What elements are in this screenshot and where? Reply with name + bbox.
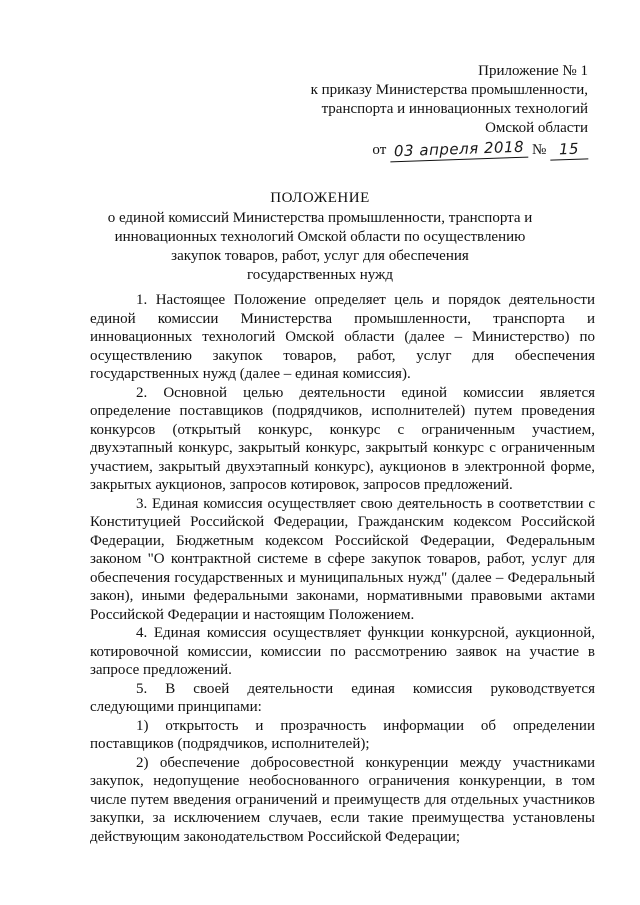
paragraph-2: 2. Основной целью деятельности единой комиссии является определение поставщиков (подрядчиков, исполнителей) путем проведения конкурсов (открытый конкурс, конкурс с ограниченным участием, двухэтапный конкурс, закрытый конкурс, закрытый конкурс с ограниченным участием, закрытый двухэтапный конкурс), аукционов в электронной форме, закрытых аукционов, запросов котировок, запросов предложений. (90, 384, 595, 493)
title-subtitle-line: инновационных технологий Омской области по осуществлению (114, 229, 526, 245)
order-from-label: от (372, 142, 387, 158)
title-subtitle-line: о единой комиссий Министерства промышленности, транспорта и (107, 210, 533, 226)
document-body (90, 291, 595, 846)
paragraph-1: 1. Настоящее Положение определяет цель и порядок деятельности единой комиссии Министерства промышленности, транспорта и инновационных технологий Омской области (далее – Министерство) по осуществлению закупок товаров, работ, услуг для обеспечения государственных нужд (далее – единая комиссия). (90, 292, 595, 382)
paragraph-5: 5. В своей деятельности единая комиссия руководствуется следующими принципами: (90, 680, 595, 715)
appendix-header (258, 62, 588, 160)
paragraph-4: 4. Единая комиссия осуществляет функции конкурсной, аукционной, котировочной комиссии, комиссии по рассмотрению заявок на участие в запросе предложений. (90, 625, 595, 678)
appendix-region: Омской области (485, 120, 588, 136)
title-subtitle-line: закупок товаров, работ, услуг для обеспечения (171, 248, 469, 264)
paragraph-5-item-2: 2) обеспечение добросовестной конкуренции между участниками закупок, недопущение необоснованного ограничения конкуренции, в том числе путем введения ограничений и преимуществ для отдельных участников закупки, за исключением случаев, если такие преимущества установлены действующим законодательством Российской Федерации; (90, 754, 595, 845)
appendix-number: Приложение № 1 (478, 63, 588, 79)
paragraph-5-item-1: 1) открытость и прозрачность информации об определении поставщиков (подрядчиков, исполнителей); (90, 717, 595, 752)
order-number-label: № (531, 142, 547, 158)
handwritten-order-number: 15 (550, 139, 589, 160)
appendix-ministry: транспорта и инновационных технологий (321, 101, 588, 117)
appendix-order-ref: к приказу Министерства промышленности, (310, 82, 588, 98)
title-heading: ПОЛОЖЕНИЕ (270, 190, 370, 206)
order-date-line (258, 137, 588, 161)
paragraph-3: 3. Единая комиссия осуществляет свою деятельность в соответствии с Конституцией Российской Федерации, Гражданским кодексом Российской Федерации, Бюджетным кодексом Российской Федерации, Федеральным законом "О контрактной системе в сфере закупок товаров, работ, услуг для обеспечения государственных и муниципальных нужд" (далее – Федеральный закон), иными федеральными законами, нормативными правовыми актами Российской Федерации и настоящим Положением. (90, 495, 595, 623)
title-subtitle-line: государственных нужд (246, 267, 394, 283)
handwritten-date: 03 апреля 2018 (390, 138, 529, 163)
document-title (90, 189, 550, 285)
